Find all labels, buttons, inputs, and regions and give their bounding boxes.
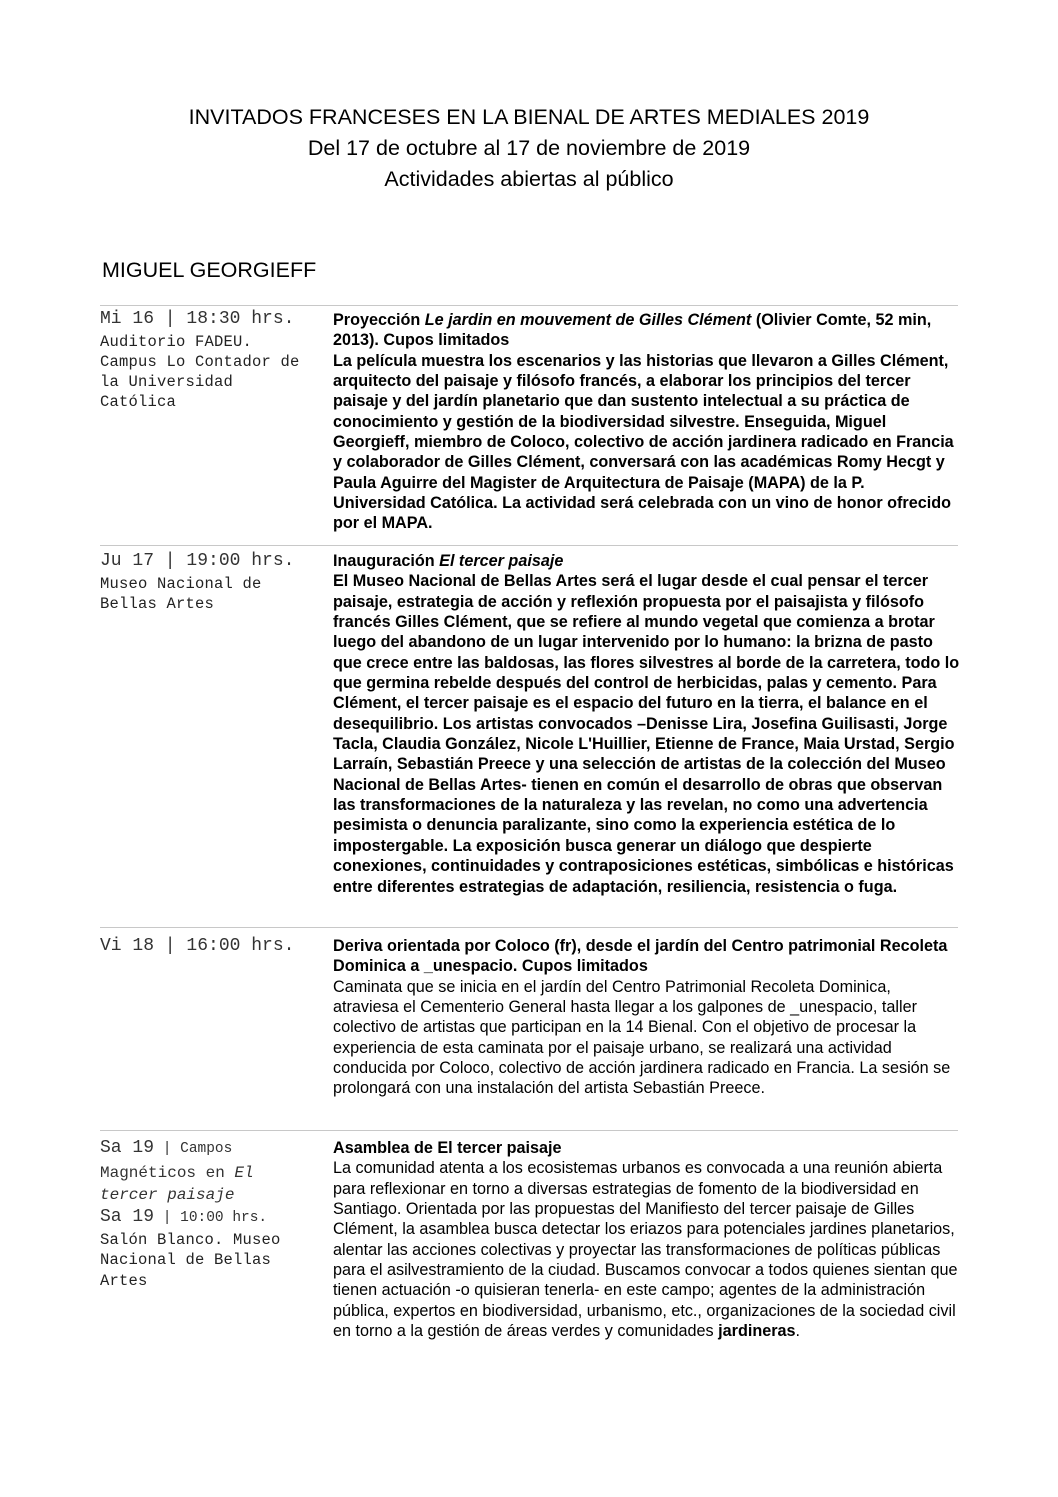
event-2-description: El Museo Nacional de Bellas Artes será el lugar desde el cual pensar el tercer paisaje, estrategia de acción y reflexión propuesta por el paisajista y filósofo francés Gilles Clément, que se refiere al mundo vegetal que comienza a brotar luego del abandono de un lugar intervenido por lo humano: la brizna de pasto que crece entre las baldosas, las flores silvestres al borde de la carretera, todo lo que germina rebelde después del control de herbicidas, palas y cemento. Para Clément, el tercer paisaje es el espacio del futuro en la tierra, el balance en el desequilibrio. Los artistas convocados –Denisse Lira, Josefina Guilisasti, Jorge Tacla, Claudia González, Nicole L'Huillier, Etienne de France, Maia Urstad, Sergio Larraín, Sebastián Preece y una selección de artistas de la colección del Museo Nacional de Bellas Artes- tienen en común el desarrollo de obras que observan las transformaciones de la naturaleza y las revelan, no como una advertencia pesimista o denuncia paralizante, sino como la experiencia estética de lo impostergable. La exposición busca generar un diálogo que despierte conexiones, continuidades y contraposiciones estéticas, simbólicas e históricas entre diferentes estrategias de adaptación, resiliencia, resistencia o fuga.	[333, 572, 960, 896]
event-4-title: Asamblea de El tercer paisaje	[333, 1139, 562, 1157]
event-4-content	[333, 1138, 961, 1341]
person-name: MIGUEL GEORGIEFF	[102, 258, 317, 282]
row-divider	[100, 1130, 958, 1131]
event-4-place: Salón Blanco. Museo Nacional de Bellas Artes	[100, 1231, 281, 1290]
row-divider	[100, 927, 958, 928]
event-4-description: La comunidad atenta a los ecosistemas urbanos es convocada a una reunión abierta para reflexionar en torno a diversas estrategias de fomento de la biodiversidad en Santiago. Orientada por las propuestas del Manifiesto del tercer paisaje de Gilles Clément, la asamblea busca detectar los eriazos para potenciales jardines planetarios, alentar las acciones colectivas y proyectar las transformaciones de políticas públicas para el asilvestramiento de la ciudad. Buscamos convocar a todos quienes sientan que tienen actuación -o quisieran tenerla- en este campo; agentes de la administración pública, expertos en biodiversidad, urbanismo, etc., organizaciones de la sociedad civil en torno a la gestión de áreas verdes y comunidades jardineras.	[333, 1159, 958, 1341]
event-1-info	[100, 308, 315, 413]
event-4-date-b: Sa 19 | 10:00 hrs.	[100, 1206, 268, 1227]
event-1-date: Mi 16 | 18:30 hrs.	[100, 309, 295, 329]
event-3-title: Deriva orientada por Coloco (fr), desde el jardín del Centro patrimonial Recoleta Dominica a _unespacio. Cupos limitados	[333, 937, 948, 976]
event-2-place: Museo Nacional de Bellas Artes	[100, 574, 262, 613]
event-3-description: Caminata que se inicia en el jardín del Centro Patrimonial Recoleta Dominica, atraviesa el Cementerio General hasta llegar a los galpones de _unespacio, taller colectivo de artistas que participan en la 14 Bienal. Con el objetivo de procesar la experiencia de esta caminata por el paisaje urbano, se realizará una actividad conducida por Coloco, colectivo de acción jardinera radicado en Francia. La sesión se prolongará con una instalación del artista Sebastián Preece.	[333, 977, 951, 1098]
event-2-content	[333, 551, 961, 897]
event-1-content	[333, 310, 961, 534]
event-3-date: Vi 18 | 16:00 hrs.	[100, 936, 295, 956]
event-1-description: La película muestra los escenarios y las historias que llevaron a Gilles Clément, arquitecto del paisaje y filósofo francés, a elaborar los principios del tercer paisaje y del jardín planetario que dan sustento intelectual a su práctica de conocimiento y gestión de la biodiversidad silvestre. Enseguida, Miguel Georgieff, miembro de Coloco, colectivo de acción jardinera radicado en Francia y colaborador de Gilles Clément, conversará con las académicas Romy Hecgt y Paula Aguirre del Magister de Arquitectura de Paisaje (MAPA) de la P. Universidad Católica. La actividad será celebrada con un vino de honor ofrecido por el MAPA.	[333, 351, 954, 533]
event-1-title: Proyección Le jardin en mouvement de Gilles Clément (Olivier Comte, 52 min, 2013). Cupos limitados	[333, 311, 932, 350]
header-dates: Del 17 de octubre al 17 de noviembre de 2019	[307, 136, 751, 160]
event-4-date-a: Sa 19 | Campos	[100, 1138, 233, 1158]
event-2-info	[100, 550, 315, 614]
event-4-info	[100, 1137, 315, 1291]
document-header	[0, 102, 1058, 195]
header-subtitle: Actividades abiertas al público	[384, 167, 674, 191]
header-title: INVITADOS FRANCESES EN LA BIENAL DE ARTES MEDIALES 2019	[188, 105, 870, 129]
event-2-title: Inauguración El tercer paisaje	[333, 552, 564, 570]
row-divider	[100, 305, 958, 306]
event-3-content	[333, 936, 961, 1099]
event-4-program: Magnéticos en El tercer paisaje	[100, 1163, 254, 1204]
row-divider	[100, 545, 958, 546]
event-1-place: Auditorio FADEU. Campus Lo Contador de la Universidad Católica	[100, 332, 300, 412]
event-3-info	[100, 935, 315, 959]
event-2-date: Ju 17 | 19:00 hrs.	[100, 551, 295, 571]
